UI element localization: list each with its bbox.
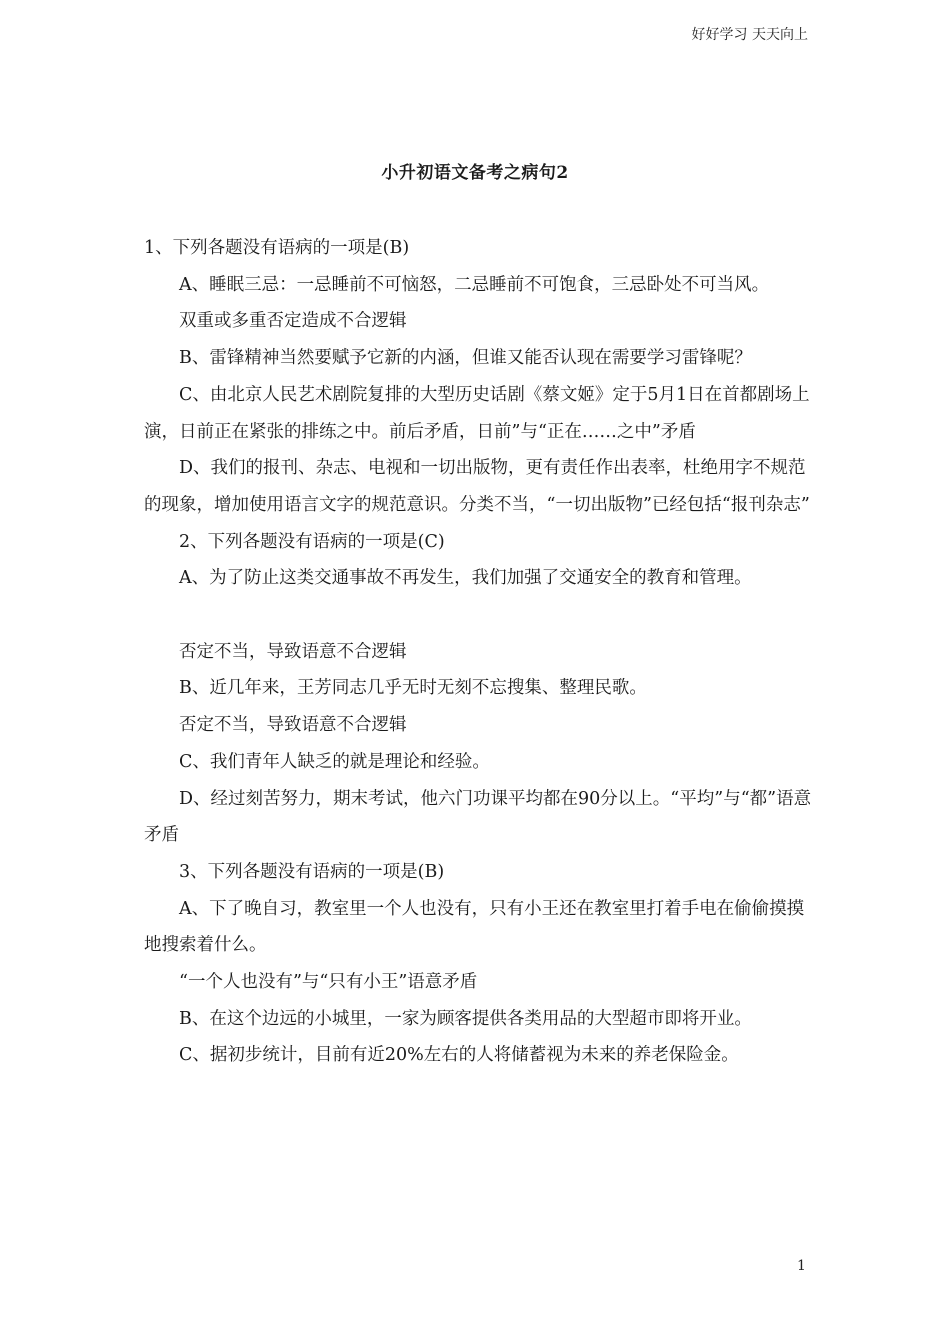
header-motto: 好好学习 天天向上 — [691, 27, 808, 43]
paragraph: 3、下列各题没有语病的一项是(B) — [179, 861, 445, 882]
paragraph: B、在这个边远的小城里，一家为顾客提供各类用品的大型超市即将开业。 — [179, 1008, 752, 1029]
paragraph: 2、下列各题没有语病的一项是(C) — [179, 531, 445, 552]
paragraph: 否定不当，导致语意不合逻辑 — [179, 641, 407, 662]
paragraph: C、据初步统计，目前有近20%左右的人将储蓄视为未来的养老保险金。 — [179, 1045, 739, 1066]
paragraph: B、近几年来，王芳同志几乎无时无刻不忘搜集、整理民歌。 — [179, 678, 647, 699]
document-title: 小升初语文备考之病句2 — [381, 163, 569, 183]
paragraph: 否定不当，导致语意不合逻辑 — [179, 715, 407, 736]
paragraph: “一个人也没有”与“只有小王”语意矛盾 — [179, 972, 478, 993]
paragraph: 双重或多重否定造成不合逻辑 — [179, 311, 407, 332]
document-body — [144, 230, 814, 1074]
paragraph: 1、下列各题没有语病的一项是(B) — [144, 238, 410, 258]
paragraph: C、我们青年人缺乏的就是理论和经验。 — [179, 751, 490, 772]
paragraph: A、下了晚自习，教室里一个人也没有，只有小王还在教室里打着手电在偷偷摸摸地搜索着什么。 — [144, 898, 805, 956]
paragraph: C、由北京人民艺术剧院复排的大型历史话剧《蔡文姬》定于5月1日在首都剧场上演，日前正在紧张的排练之中。前后矛盾，日前”与“正在……之中”矛盾 — [144, 384, 810, 442]
paragraph: D、我们的报刊、杂志、电视和一切出版物，更有责任作出表率，杜绝用字不规范的现象，增加使用语言文字的规范意识。分类不当，“一切出版物”已经包括“报刊杂志” — [144, 458, 810, 515]
paragraph: A、为了防止这类交通事故不再发生，我们加强了交通安全的教育和管理。 — [179, 568, 752, 589]
paragraph: A、睡眠三忌：一忌睡前不可恼怒，二忌睡前不可饱食，三忌卧处不可当风。 — [179, 274, 770, 295]
paragraph: D、经过刻苦努力，期末考试，他六门功课平均都在90分以上。“平均”与“都”语意矛盾 — [144, 788, 812, 846]
page-number: 1 — [797, 1258, 806, 1274]
blank-line — [144, 597, 814, 634]
paragraph: B、雷锋精神当然要赋予它新的内涵，但谁又能否认现在需要学习雷锋呢？ — [179, 348, 752, 369]
